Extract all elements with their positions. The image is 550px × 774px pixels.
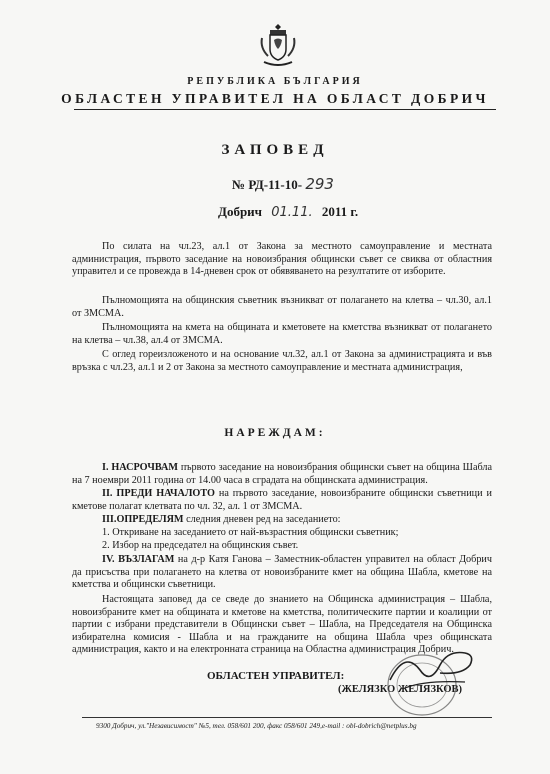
place-date [218,204,358,220]
item-text: следния дневен ред на заседанието: [183,514,341,525]
item-text: на д-р Катя Ганова – Заместник-областен управител на област Добрич да присъства при полагането на клетва от новоизбраните кмет на община Шабла, кметове на кметства и общински съветници. [72,554,492,591]
coat-of-arms-icon [258,20,298,70]
item-text: първото заседание на новоизбрания общински съвет на община Шабла на 7 ноември 2011 година от 14.00 часа в сградата на общинската администрация. [72,462,492,486]
closing-paragraph: Настоящата заповед да се сведе до знанието на Общинска администрация – Шабла, новоизбраните кмет на общината и кметове на кметства, политическите партии и коалиции от партии с избрани представители в Общински съвет – Шабла, на Председателя на Общинска избирателна комисия - Шабла и на гражданите на община Шабла чрез общинската администрация, както и на електронната страница на Областна администрация Добрич. [72,594,492,656]
stamp-signature-icon [370,640,490,720]
item-label: I. НАСРОЧВАМ [102,462,178,473]
place: Добрич [218,204,262,219]
item-text: на първото заседание, новоизбраните общински съветници и кметове полагат клетвата по чл. 32, ал. 1 от ЗМСМА. [72,488,492,512]
preamble-paragraph: Пълномощията на общинския съветник възникват от полагането на клетва – чл.30, ал.1 от ЗМСМА. [72,295,492,319]
year: 2011 г. [321,204,359,219]
item-label: IV. ВЪЗЛАГАМ [102,554,175,565]
office-heading: ОБЛАСТЕН УПРАВИТЕЛ НА ОБЛАСТ ДОБРИЧ [61,91,489,106]
document-title: ЗАПОВЕД [221,142,329,158]
item-label: II. ПРЕДИ НАЧАЛОТО [102,488,215,499]
footer-rule [82,717,492,718]
order-item-iii [72,514,492,527]
preamble-paragraph: Пълномощията на кмета на общината и кметовете на кметства възникват от полагането на клетва – чл.38, ал.4 от ЗМСМА. [72,322,492,346]
signature-name: (ЖЕЛЯЗКО ЖЕЛЯЗКОВ) [338,684,463,695]
item-label: III.ОПРЕДЕЛЯМ [102,514,184,525]
document-number [232,175,334,193]
order-item-i [72,462,492,487]
order-item-ii [72,488,492,513]
signature-title: ОБЛАСТЕН УПРАВИТЕЛ: [207,670,345,682]
order-heading: НАРЕЖДАМ: [224,427,326,439]
agenda-item: 1. Откриване на заседанието от най-възрастния общински съветник; [102,527,399,538]
preamble-paragraph: По силата на чл.23, ал.1 от Закона за местното самоуправление и местната администрация, първото заседание на новоизбрания общински съвет се свиква от областния управител и се провежда в 14-дневен срок от обявяването на резултатите от изборите. [72,241,492,278]
preamble-paragraph: С оглед гореизложеното и на основание чл.32, ал.1 от Закона за администрацията и във връзка с чл.23, ал.1 и 2 от Закона за местното самоуправление и местната администрация, [72,349,492,373]
agenda-item: 2. Избор на председател на общинския съвет. [102,540,299,551]
number-handwritten: 293 [305,175,334,193]
order-item-iv [72,554,492,592]
header-rule [74,109,496,110]
footer-address: 9300 Добрич, ул."Независимост" №5, тел. 058/601 200, факс 058/601 249,e-mail : obl-dobrich@netplus.bg [96,722,417,730]
number-prefix: № РД-11-10- [232,177,303,192]
date-handwritten: 01.11. [271,205,313,220]
republic-heading: РЕПУБЛИКА БЪЛГАРИЯ [187,76,363,87]
